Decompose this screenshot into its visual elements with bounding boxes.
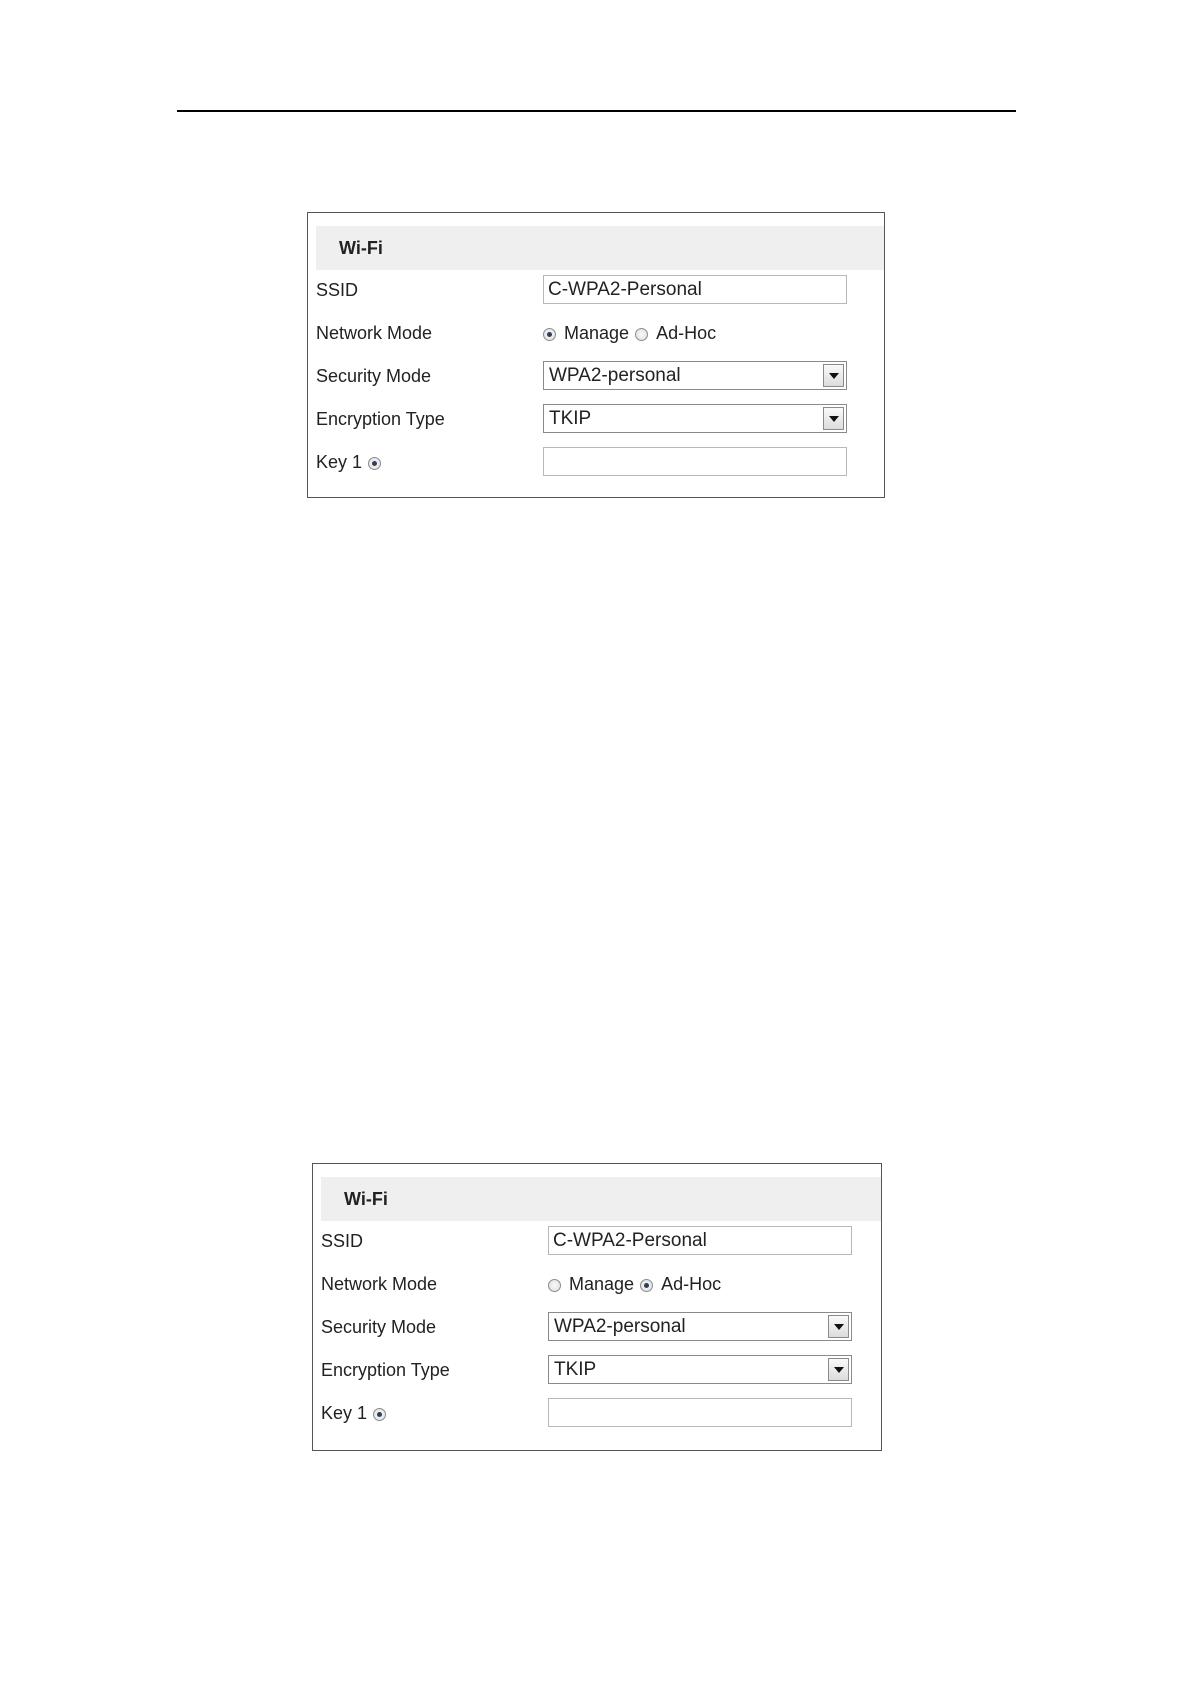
ssid-row xyxy=(313,1226,881,1258)
encryption-type-value: TKIP xyxy=(549,408,592,429)
ssid-label: SSID xyxy=(316,280,359,300)
ad-hoc-radio[interactable] xyxy=(640,1279,653,1292)
security-mode-value: WPA2-personal xyxy=(554,1316,686,1337)
key-label-wrap xyxy=(321,1403,386,1424)
security-mode-select[interactable] xyxy=(548,1312,852,1341)
security-mode-label: Security Mode xyxy=(316,366,432,386)
wifi-settings-panel-manage xyxy=(307,212,885,498)
key-row xyxy=(308,447,884,479)
manage-radio[interactable] xyxy=(543,328,556,341)
ad-hoc-radio-label[interactable]: Ad-Hoc xyxy=(656,323,717,343)
security-mode-row xyxy=(313,1312,881,1344)
ssid-row xyxy=(308,275,884,307)
network-mode-label: Network Mode xyxy=(321,1274,438,1294)
encryption-type-label: Encryption Type xyxy=(316,409,445,429)
panel-title: Wi-Fi xyxy=(339,238,383,258)
ssid-input[interactable] xyxy=(543,275,847,304)
encryption-type-select[interactable] xyxy=(543,404,847,433)
chevron-down-icon[interactable] xyxy=(823,364,844,387)
key-1-radio[interactable] xyxy=(373,1408,386,1421)
key-label: Key 1 xyxy=(321,1403,368,1423)
manage-radio-label[interactable]: Manage xyxy=(564,323,630,343)
page-header-rule xyxy=(177,110,1016,112)
panel-header xyxy=(321,1177,881,1221)
chevron-down-icon[interactable] xyxy=(828,1358,849,1381)
encryption-type-value: TKIP xyxy=(554,1359,597,1380)
panel-title: Wi-Fi xyxy=(344,1189,388,1209)
network-mode-radio-group xyxy=(543,323,722,344)
panel-header xyxy=(316,226,884,270)
key-row xyxy=(313,1398,881,1430)
network-mode-row xyxy=(308,318,884,350)
manage-radio[interactable] xyxy=(548,1279,561,1292)
wifi-settings-panel-ad-hoc xyxy=(312,1163,882,1451)
encryption-type-row xyxy=(313,1355,881,1387)
ad-hoc-radio-label[interactable]: Ad-Hoc xyxy=(661,1274,722,1294)
key-1-input[interactable] xyxy=(543,447,847,476)
key-label-wrap xyxy=(316,452,381,473)
ssid-label: SSID xyxy=(321,1231,364,1251)
encryption-type-row xyxy=(308,404,884,436)
chevron-down-icon[interactable] xyxy=(828,1315,849,1338)
ssid-input[interactable] xyxy=(548,1226,852,1255)
network-mode-radio-group xyxy=(548,1274,727,1295)
manage-radio-label[interactable]: Manage xyxy=(569,1274,635,1294)
key-label: Key 1 xyxy=(316,452,363,472)
security-mode-value: WPA2-personal xyxy=(549,365,681,386)
key-1-radio[interactable] xyxy=(368,457,381,470)
chevron-down-icon[interactable] xyxy=(823,407,844,430)
encryption-type-select[interactable] xyxy=(548,1355,852,1384)
network-mode-label: Network Mode xyxy=(316,323,433,343)
encryption-type-label: Encryption Type xyxy=(321,1360,450,1380)
security-mode-label: Security Mode xyxy=(321,1317,437,1337)
security-mode-select[interactable] xyxy=(543,361,847,390)
network-mode-row xyxy=(313,1269,881,1301)
security-mode-row xyxy=(308,361,884,393)
ad-hoc-radio[interactable] xyxy=(635,328,648,341)
key-1-input[interactable] xyxy=(548,1398,852,1427)
